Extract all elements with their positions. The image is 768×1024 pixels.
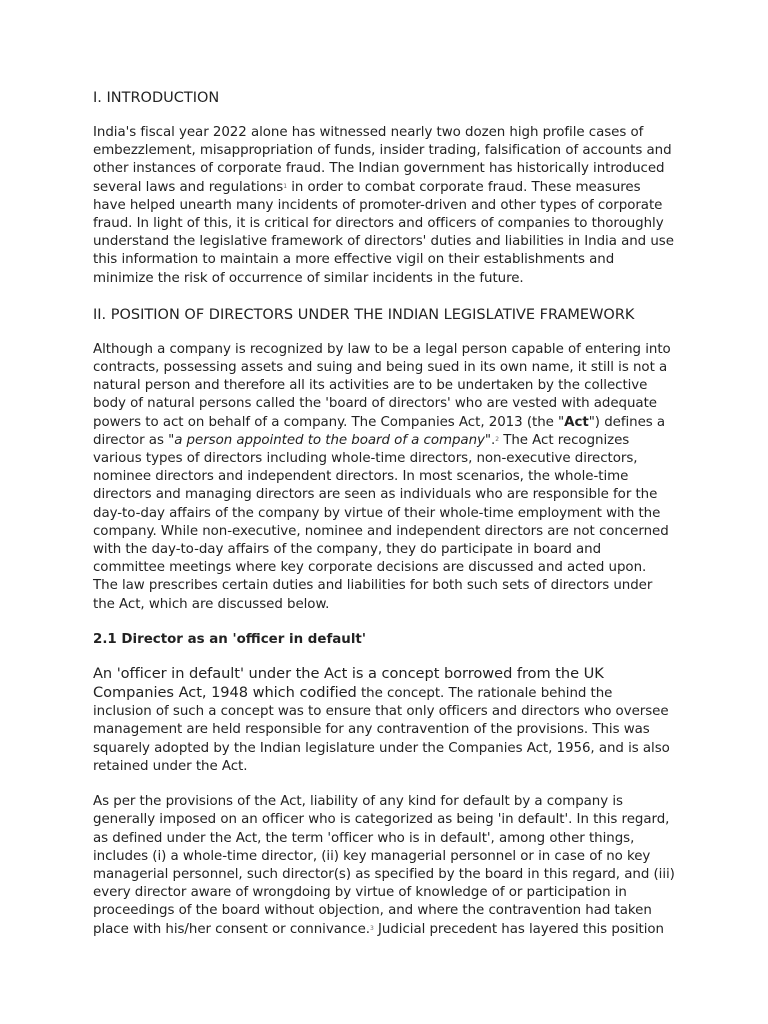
paragraph-text: India's fiscal year 2022 alone has witnessed nearly two dozen high profile cases of embezzlement, misappropriation of funds, insider trading, falsification of accounts and other instances of corporate fraud. The Indian government has historically introduced several laws and regulations [93, 125, 672, 195]
paragraph-text: the concept. The rationale behind the inclusion of such a concept was to ensure that only officers and directors who oversee management are held responsible for any contravention of the provisions. This was squarely adopted by the Indian legislature under the Companies Act, 1956, and is also retained under the Act. [93, 686, 670, 774]
section-title-position-of-directors: II. POSITION OF DIRECTORS UNDER THE INDIAN LEGISLATIVE FRAMEWORK [93, 306, 635, 323]
liability-paragraph [93, 793, 675, 939]
position-paragraph [93, 341, 675, 614]
officer-in-default-paragraph [93, 665, 675, 776]
paragraph-text: ". [484, 432, 496, 448]
paragraph-text: in order to combat corporate fraud. These measures have helped unearth many incidents of promoter-driven and other types of corporate fraud. In light of this, it is critical for directors and officers of companies to thoroughly understand the legislative framework of directors' duties and liabilities in India and use this information to maintain a more effective vigil on their establishments and minimize the risk of occurrence of similar incidents in the future. [93, 179, 674, 286]
paragraph-text: The Act recognizes various types of directors including whole-time directors, non-executive directors, nominee directors and independent directors. In most scenarios, the whole-time directors and managing directors are seen as individuals who are responsible for the day-to-day affairs of the company by virtue of their whole-time employment with the company. While non-executive, nominee and independent directors are not concerned with the day-to-day affairs of the company, they do participate in board and committee meetings where key corporate decisions are discussed and acted upon. The law prescribes certain duties and liabilities for both such sets of directors under the Act, which are discussed below. [93, 432, 669, 612]
subsection-title-officer-in-default: 2.1 Director as an 'officer in default' [93, 631, 366, 647]
introduction-paragraph [93, 124, 675, 288]
director-definition-quote: a person appointed to the board of a company [174, 432, 485, 448]
footnote-ref-1[interactable]: 1 [283, 182, 287, 190]
paragraph-lead-text: An 'officer in default' under the Act is a concept borrowed from the UK Companies Act, 1948 which codified [93, 664, 604, 702]
paragraph-text: As per the provisions of the Act, liability of any kind for default by a company is generally imposed on an officer who is categorized as being 'in default'. In this regard, as defined under the Act, the term 'officer who is in default', among other things, includes (i) a whole-time director, (ii) key managerial personnel or in case of no key managerial personnel, such director(s) as specified by the board in this regard, and (iii) every director aware of wrongdoing by virtue of knowledge of or participation in proceedings of the board without objection, and where the contravention had taken place with his/her consent or connivance. [93, 794, 675, 937]
paragraph-text: Judicial precedent has layered this position [373, 921, 664, 937]
section-title-introduction: I. INTRODUCTION [93, 90, 220, 106]
footnote-ref-3[interactable]: 3 [370, 924, 374, 932]
footnote-ref-2[interactable]: 2 [495, 435, 499, 443]
paragraph-text: ") defines a director as " [93, 414, 666, 448]
act-term: Act [564, 414, 589, 430]
paragraph-text: Although a company is recognized by law to be a legal person capable of entering into contracts, possessing assets and suing and being sued in its own name, it still is not a natural person and therefore all its activities are to be undertaken by the collective body of natural persons called the 'board of directors' who are vested with adequate powers to act on behalf of a company. The Companies Act, 2013 (the " [93, 341, 671, 430]
